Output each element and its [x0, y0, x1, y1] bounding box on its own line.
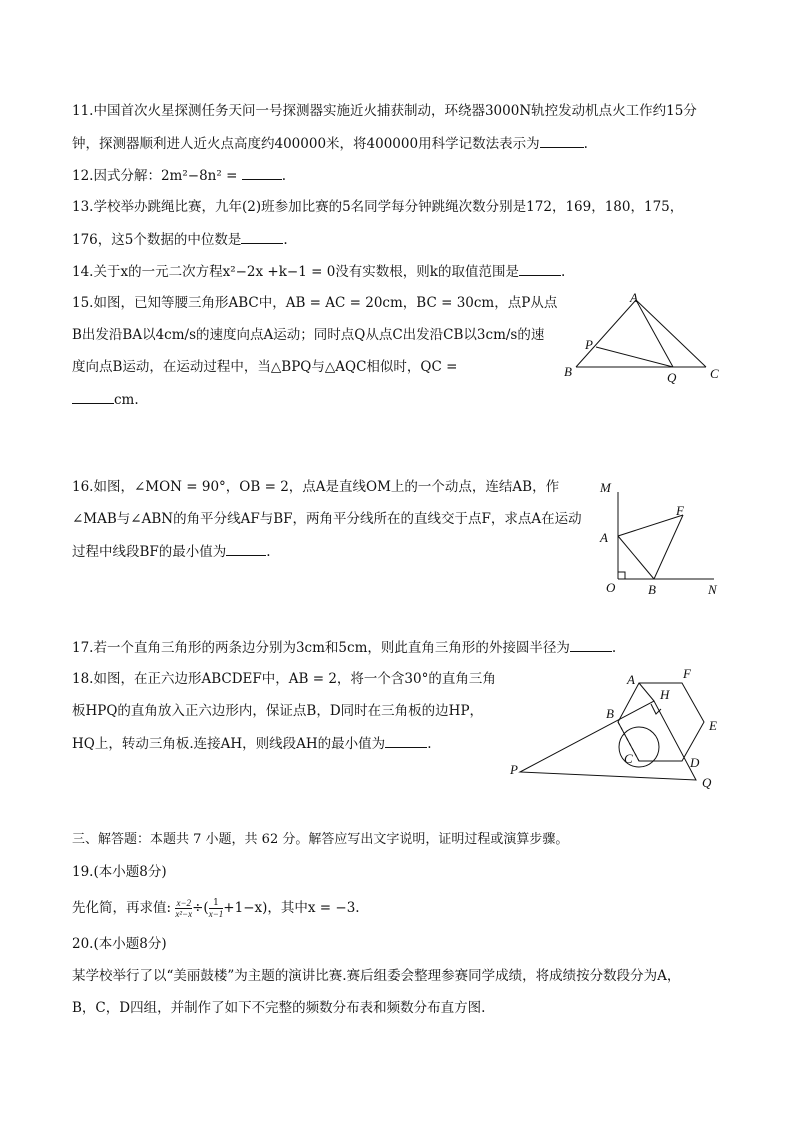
- q11-text: 钟，探测器顺利进人近火点高度约400000米，将400000用科学记数法表示为: [72, 136, 540, 152]
- q15-line3: 度向点B运动，在运动过程中，当△BPQ与△AQC相似时，QC =: [72, 359, 458, 375]
- label-p: P: [510, 762, 518, 777]
- q15-figure: [556, 290, 726, 386]
- label-m: M: [600, 480, 611, 495]
- label-o: O: [606, 580, 616, 595]
- q16-figure: [596, 478, 730, 602]
- segment-ac: [636, 300, 706, 367]
- fraction-1: [175, 898, 192, 919]
- label-d: D: [690, 755, 700, 770]
- label-q: Q: [702, 775, 712, 790]
- q14-line: [72, 262, 565, 281]
- q15-unit: cm.: [114, 392, 139, 408]
- label-a: A: [627, 672, 635, 687]
- answer-blank: [570, 638, 612, 652]
- q16-line2: ∠MAB与∠ABN的角平分线AF与BF，两角平分线所在的直线交于点F，求点A在运动: [72, 511, 582, 527]
- segment-af: [618, 515, 683, 536]
- segment-pq: [596, 347, 673, 367]
- label-f: F: [676, 503, 684, 518]
- answer-blank: [540, 134, 584, 148]
- answer-blank: [72, 390, 114, 404]
- label-b: B: [606, 706, 614, 721]
- q13-end: .: [283, 232, 288, 248]
- q18-line3: [72, 734, 431, 753]
- label-b: B: [648, 582, 656, 597]
- q18-end: .: [427, 736, 432, 752]
- q17-line: [72, 638, 616, 657]
- fraction-2-denominator: x−1: [208, 909, 224, 919]
- label-q: Q: [667, 370, 677, 385]
- label-f: F: [683, 666, 691, 681]
- label-c: C: [710, 366, 719, 381]
- label-p: P: [585, 337, 593, 352]
- fraction-1-numerator: x−2: [176, 898, 192, 908]
- fraction-2-numerator: 1: [209, 898, 224, 909]
- q12-end: .: [281, 168, 286, 184]
- answer-blank: [519, 262, 561, 276]
- q13-line1: 13.学校举办跳绳比赛，九年(2)班参加比赛的5名同学每分钟跳绳次数分别是172，169，180，175，: [72, 199, 684, 215]
- fraction-2: [209, 898, 224, 919]
- label-h: H: [660, 687, 670, 702]
- right-angle-mark: [618, 572, 625, 579]
- q19-expression: [72, 898, 360, 919]
- label-c: C: [624, 751, 633, 766]
- q18-line2: 板HPQ的直角放入正六边形内，保证点B，D同时在三角板的边HP，: [72, 703, 484, 719]
- q19-heading: 19.(本小题8分): [72, 864, 167, 880]
- label-a: A: [600, 530, 608, 545]
- q18-line1: 18.如图，在正六边形ABCDEF中，AB = 2，将一个含30°的直角三角: [72, 671, 496, 687]
- q18-text: HQ上，转动三角板.连接AH，则线段AH的最小值为: [72, 736, 386, 752]
- q20-heading: 20.(本小题8分): [72, 936, 167, 952]
- q18-figure: [506, 664, 736, 792]
- q20-line2: B，C，D四组，并制作了如下不完整的频数分布表和频数分布直方图.: [72, 1000, 486, 1016]
- q15-line2: B出发沿BA以4cm/s的速度向点A运动；同时点Q从点C出发沿CB以3cm/s的速: [72, 327, 545, 343]
- label-b: B: [564, 364, 572, 379]
- q12-line: [72, 166, 286, 185]
- q16-text: 过程中线段BF的最小值为: [72, 544, 227, 560]
- q13-text: 176，这5个数据的中位数是: [72, 232, 242, 248]
- q17-end: .: [611, 640, 617, 656]
- q19-tail: +1−x)，其中x = −3.: [223, 900, 360, 916]
- answer-blank: [242, 166, 282, 180]
- q20-line1: 某学校举行了以“美丽鼓楼”为主题的演讲比赛.赛后组委会整理参赛同学成绩，将成绩按分数段分为A，: [72, 968, 681, 984]
- q19-divide: ÷(: [192, 900, 209, 916]
- q14-text: 14.关于x的一元二次方程x²−2x +k−1 = 0没有实数根，则k的取值范围是: [72, 264, 519, 280]
- q19-prefix: 先化简，再求值:: [72, 900, 172, 916]
- segment-ab: [618, 536, 654, 579]
- q16-line1: 16.如图，∠MON = 90°，OB = 2，点A是直线OM上的一个动点，连结AB，作: [72, 479, 560, 495]
- q11-line1: 11.中国首次火星探测任务天问一号探测器实施近火捕获制动，环绕器3000N轨控发动机点火工作约15分: [72, 103, 697, 119]
- label-a: A: [630, 290, 638, 305]
- answer-blank: [226, 542, 266, 556]
- answer-blank: [385, 734, 427, 748]
- fraction-1-denominator: x²−x: [175, 909, 193, 919]
- label-e: E: [709, 718, 717, 733]
- segment-aq: [636, 300, 673, 367]
- label-n: N: [708, 582, 717, 597]
- answer-blank: [241, 230, 283, 244]
- q15-line4: [72, 390, 139, 409]
- q13-line2: [72, 230, 288, 249]
- q14-end: .: [560, 264, 566, 280]
- q16-end: .: [266, 544, 271, 560]
- q11-line2: [72, 134, 588, 153]
- q11-end: .: [583, 136, 588, 152]
- segment-ah: [639, 683, 654, 701]
- q17-text: 17.若一个直角三角形的两条边分别为3cm和5cm，则此直角三角形的外接圆半径为: [72, 640, 570, 656]
- q12-text: 12.因式分解：2m²−8n² =: [72, 168, 238, 184]
- section-heading: 三、解答题：本题共 7 小题，共 62 分。解答应写出文字说明，证明过程或演算步骤。: [72, 832, 569, 847]
- q16-line3: [72, 542, 271, 561]
- segment-ab: [576, 300, 636, 367]
- q15-line1: 15.如图，已知等腰三角形ABC中，AB = AC = 20cm，BC = 30cm，点P从点: [72, 295, 558, 311]
- segment-bf: [654, 515, 683, 579]
